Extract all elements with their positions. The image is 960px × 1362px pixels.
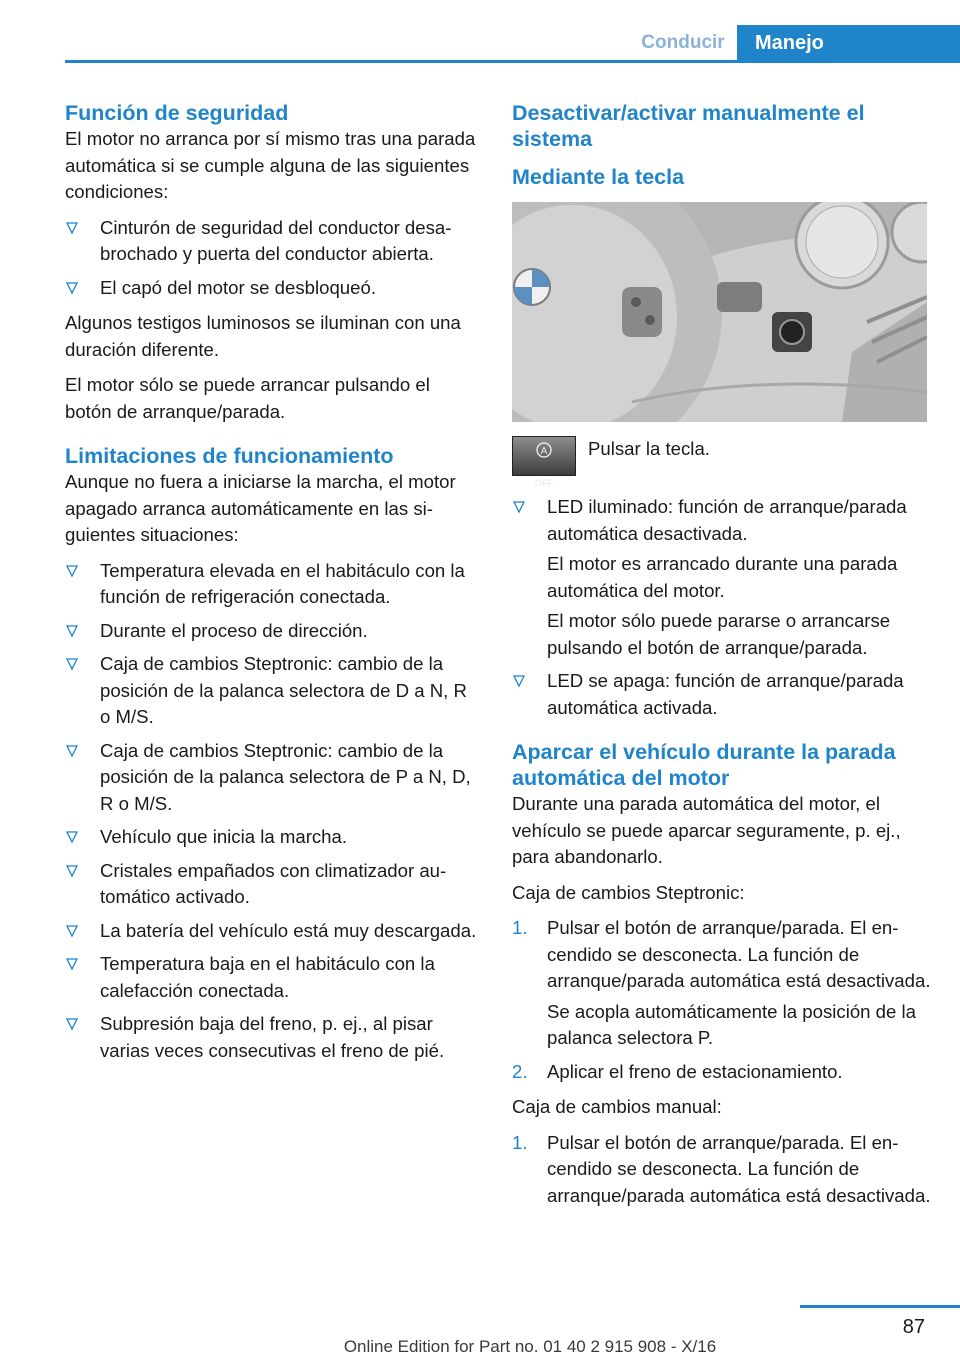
list-item <box>512 1059 932 1086</box>
auto-a-icon <box>535 441 553 459</box>
triangle-bullet-icon <box>65 864 79 878</box>
footer-rule <box>800 1305 960 1308</box>
key-instruction <box>512 436 932 488</box>
paragraph: Aunque no fuera a iniciarse la marcha, el motor apagado arranca automáticamente en las siguientes situaciones: <box>65 471 456 545</box>
heading-limitaciones: Limitaciones de funcionamiento <box>65 444 394 468</box>
list-item <box>512 915 932 1052</box>
bullet-list <box>512 494 932 721</box>
list-item <box>512 1130 932 1210</box>
paragraph: El motor no arranca por sí mismo tras una parada automática si se cumple alguna de las siguientes condiciones: <box>65 128 476 202</box>
list-item <box>65 651 480 731</box>
triangle-bullet-icon <box>65 657 79 671</box>
triangle-bullet-icon <box>65 624 79 638</box>
auto-start-stop-off-button-icon <box>512 436 576 488</box>
list-item-text: Pulsar el botón de arranque/parada. El encendido se desconecta. La función de arranque/parada automática está desactivada. <box>547 917 931 991</box>
triangle-bullet-icon <box>65 830 79 844</box>
edition-footer: Online Edition for Part no. 01 40 2 915 908 - X/16 <box>343 1337 717 1356</box>
page-header <box>0 0 960 62</box>
list-item-text: LED iluminado: función de arranque/parada automática desactivada. <box>547 496 907 544</box>
dashboard-photo <box>512 202 927 422</box>
list-item-continuation: Se acopla automáticamente la posición de la palanca selectora P. <box>547 1000 917 1048</box>
list-item <box>65 275 480 302</box>
list-item-text: Subpresión baja del freno, p. ej., al pisar varias veces consecutivas el freno de pié. <box>100 1013 445 1061</box>
list-item-text: Aplicar el freno de estacionamiento. <box>547 1060 843 1082</box>
list-item <box>65 951 480 1004</box>
heading-mediante-tecla: Mediante la tecla <box>512 165 685 189</box>
list-item-text: Cinturón de seguridad del conductor desabrochado y puerta del conductor abierta. <box>100 216 452 264</box>
triangle-bullet-icon <box>65 957 79 971</box>
list-item <box>65 824 480 851</box>
header-rule <box>65 60 960 63</box>
steering-wheel-illustration <box>512 202 927 422</box>
step-number: 2. <box>512 1060 528 1082</box>
numbered-list <box>512 1130 932 1210</box>
left-column <box>65 100 480 1073</box>
svg-text:A: A <box>540 446 548 457</box>
triangle-bullet-icon <box>65 1017 79 1031</box>
list-item <box>65 1011 480 1064</box>
bullet-list <box>65 215 480 302</box>
triangle-bullet-icon <box>512 500 526 514</box>
list-item-text: Vehículo que inicia la marcha. <box>100 826 348 847</box>
triangle-bullet-icon <box>65 924 79 938</box>
paragraph: Caja de cambios manual: <box>512 1096 722 1117</box>
right-column <box>512 100 932 1218</box>
list-item-text: El capó del motor se desbloqueó. <box>100 276 376 298</box>
heading-desactivar-activar: Desactivar/activar manualmente el sistema <box>512 101 865 151</box>
list-item-text: Caja de cambios Steptronic: cambio de la posición de la palanca selectora de D a N, R o M/S. <box>100 653 467 727</box>
list-item <box>65 738 480 818</box>
step-number: 1. <box>512 917 528 938</box>
paragraph: Caja de cambios Steptronic: <box>512 881 745 903</box>
key-icon-label: OFF <box>535 477 553 488</box>
list-item-text: Cristales empañados con climatizador automático activado. <box>100 859 447 907</box>
paragraph: El motor sólo se puede arrancar pulsando el botón de arranque/parada. <box>65 374 430 422</box>
paragraph: Algunos testigos luminosos se iluminan con una duración diferente. <box>65 312 461 360</box>
list-item-continuation: El motor es arrancado durante una parada automática del motor. <box>547 553 898 601</box>
list-item-continuation: El motor sólo puede pararse o arrancarse pulsando el botón de arranque/parada. <box>547 610 891 658</box>
list-item <box>65 918 480 945</box>
list-item <box>65 618 480 645</box>
list-item <box>65 558 480 611</box>
list-item-text: Pulsar el botón de arranque/parada. El encendido se desconecta. La función de arranque/parada automática está desactivada. <box>547 1131 931 1206</box>
list-item <box>65 858 480 911</box>
triangle-bullet-icon <box>65 564 79 578</box>
list-item-text: Caja de cambios Steptronic: cambio de la posición de la palanca selectora de P a N, D, R o M/S. <box>100 739 471 814</box>
triangle-bullet-icon <box>512 674 526 688</box>
key-instruction-text: Pulsar la tecla. <box>588 438 710 459</box>
heading-funcion-seguridad: Función de seguridad <box>65 101 289 125</box>
list-item-text: LED se apaga: función de arranque/parada automática activada. <box>547 670 904 718</box>
heading-aparcar-vehiculo: Aparcar el vehículo durante la parada automática del motor <box>512 740 896 790</box>
page-number: 87 <box>902 1316 925 1338</box>
triangle-bullet-icon <box>65 281 79 295</box>
list-item-text: Durante el proceso de dirección. <box>100 619 368 641</box>
list-item <box>512 494 932 661</box>
numbered-list <box>512 915 932 1085</box>
tab-conducir[interactable]: Conducir <box>641 32 725 53</box>
list-item-text: Temperatura baja en el habitáculo con la calefacción conectada. <box>100 953 435 1001</box>
list-item <box>65 215 480 268</box>
triangle-bullet-icon <box>65 221 79 235</box>
step-number: 1. <box>512 1131 528 1153</box>
triangle-bullet-icon <box>65 744 79 758</box>
bullet-list <box>65 558 480 1065</box>
tab-manejo[interactable]: Manejo <box>737 25 960 62</box>
list-item-text: La batería del vehículo está muy descargada. <box>100 919 477 941</box>
paragraph: Durante una parada automática del motor, el vehículo se puede aparcar seguramente, p. ej., para abandonarlo. <box>512 793 901 867</box>
list-item <box>512 668 932 721</box>
list-item-text: Temperatura elevada en el habitáculo con la función de refrigeración conectada. <box>100 559 465 607</box>
